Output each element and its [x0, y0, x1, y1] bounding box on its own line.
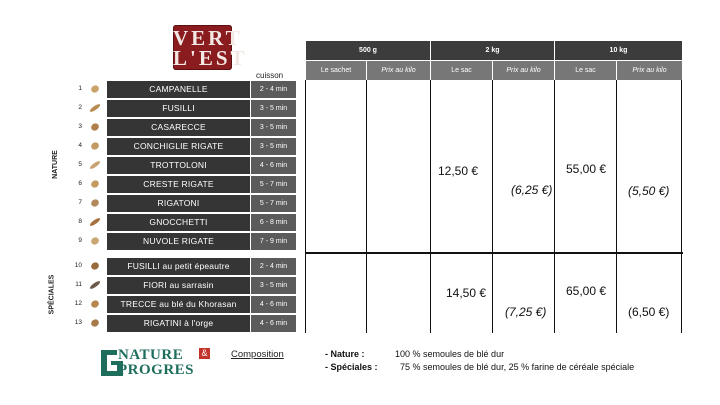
section-divider	[305, 252, 683, 254]
cooking-time: 3 - 5 min	[251, 277, 296, 294]
cooking-time: 5 - 7 min	[251, 176, 296, 193]
product-number: 13	[74, 319, 82, 326]
cooking-time: 3 - 5 min	[251, 100, 296, 117]
price-nature-2kg-kilo: (6,25 €)	[511, 183, 553, 197]
cooking-time: 3 - 5 min	[251, 119, 296, 136]
size-header-10kg: 10 kg	[555, 41, 682, 60]
product-name: CRESTE RIGATE	[107, 176, 250, 193]
cooking-time: 7 - 9 min	[251, 233, 296, 250]
cooking-time: 3 - 5 min	[251, 138, 296, 155]
composition-nature-text: 100 % semoules de blé dur	[395, 349, 505, 359]
pasta-shape-icon	[88, 141, 102, 151]
price-nature-10kg-kilo: (5,50 €)	[628, 184, 670, 198]
grid-line	[492, 80, 493, 333]
cuisson-header: cuisson	[256, 71, 284, 80]
nature-progres-logo	[98, 347, 214, 379]
pasta-shape-icon	[88, 299, 102, 309]
cooking-time: 6 - 8 min	[251, 214, 296, 231]
group-label-speciales: SPÉCIALES	[48, 274, 56, 315]
pasta-shape-icon	[88, 261, 102, 271]
np-line-1: NATURE	[118, 347, 184, 363]
product-name: RIGATONI	[107, 195, 250, 212]
product-name: FUSILLI au petit épeautre	[107, 258, 250, 275]
product-number: 1	[78, 85, 82, 92]
np-line-2: PROGRES	[118, 362, 195, 378]
pasta-shape-icon	[88, 122, 102, 132]
grid-line	[616, 80, 617, 333]
composition-speciales-label: - Spéciales :	[325, 362, 378, 372]
product-name: RIGATINI à l'orge	[107, 315, 250, 332]
product-name: NUVOLE RIGATE	[107, 233, 250, 250]
product-name: CAMPANELLE	[107, 81, 250, 98]
cooking-time: 4 - 6 min	[251, 296, 296, 313]
size-header-2kg: 2 kg	[431, 41, 554, 60]
product-number: 4	[78, 142, 82, 149]
logo-line-1: VERT	[173, 26, 243, 50]
price-nature-10kg-sac: 55,00 €	[566, 162, 607, 176]
product-number: 8	[78, 218, 82, 225]
product-number: 7	[78, 199, 82, 206]
pasta-shape-icon	[88, 84, 102, 94]
logo-line-2: L'EST	[173, 46, 248, 70]
pasta-shape-icon	[88, 280, 102, 290]
product-number: 5	[78, 161, 82, 168]
product-number: 9	[78, 237, 82, 244]
composition-nature-label: - Nature :	[325, 349, 365, 359]
cooking-time: 2 - 4 min	[251, 81, 296, 98]
price-speciales-10kg-sac: 65,00 €	[566, 284, 607, 298]
composition-speciales-text: 75 % semoules de blé dur, 25 % farine de céréale spéciale	[400, 362, 635, 372]
subheader-sachet: Le sachet	[306, 61, 366, 80]
pasta-shape-icon	[88, 318, 102, 328]
np-ampersand: &	[199, 348, 210, 359]
product-number: 11	[75, 281, 82, 288]
subheader-sac-2kg: Le sac	[431, 61, 492, 80]
grid-line	[366, 80, 367, 333]
cooking-time: 5 - 7 min	[251, 195, 296, 212]
product-name: FUSILLI	[107, 100, 250, 117]
product-number: 6	[78, 180, 82, 187]
grid-line	[305, 80, 306, 333]
vert-lest-logo	[173, 25, 248, 70]
product-number: 12	[74, 300, 82, 307]
group-label-nature: NATURE	[51, 150, 59, 179]
cooking-time: 2 - 4 min	[251, 258, 296, 275]
product-name: FIORI au sarrasin	[107, 277, 250, 294]
product-name: CASARECCE	[107, 119, 250, 136]
price-speciales-2kg-sac: 14,50 €	[446, 286, 487, 300]
product-name: TRECCE au blé du Khorasan	[107, 296, 250, 313]
pasta-shape-icon	[88, 217, 102, 227]
size-header-500g: 500 g	[306, 41, 430, 60]
grid-line	[430, 80, 431, 333]
pasta-shape-icon	[88, 198, 102, 208]
pasta-shape-icon	[88, 160, 102, 170]
subheader-sac-10kg: Le sac	[555, 61, 616, 80]
cooking-time: 4 - 6 min	[251, 157, 296, 174]
subheader-prix-kilo-10kg: Prix au kilo	[617, 61, 682, 80]
grid-line	[681, 80, 682, 333]
composition-title: Composition	[231, 349, 284, 360]
price-nature-2kg-sac: 12,50 €	[438, 164, 479, 178]
grid-line	[554, 80, 555, 333]
cooking-time: 4 - 6 min	[251, 315, 296, 332]
pasta-shape-icon	[88, 236, 102, 246]
product-number: 2	[78, 104, 82, 111]
price-speciales-2kg-kilo: (7,25 €)	[505, 305, 547, 319]
product-name: CONCHIGLIE RIGATE	[107, 138, 250, 155]
subheader-prix-kilo-500g: Prix au kilo	[367, 61, 430, 80]
product-name: GNOCCHETTI	[107, 214, 250, 231]
pasta-shape-icon	[88, 103, 102, 113]
pasta-shape-icon	[88, 179, 102, 189]
product-number: 10	[74, 262, 82, 269]
subheader-prix-kilo-2kg: Prix au kilo	[493, 61, 554, 80]
product-number: 3	[78, 123, 82, 130]
price-speciales-10kg-kilo: (6,50 €)	[628, 305, 670, 319]
product-name: TROTTOLONI	[107, 157, 250, 174]
